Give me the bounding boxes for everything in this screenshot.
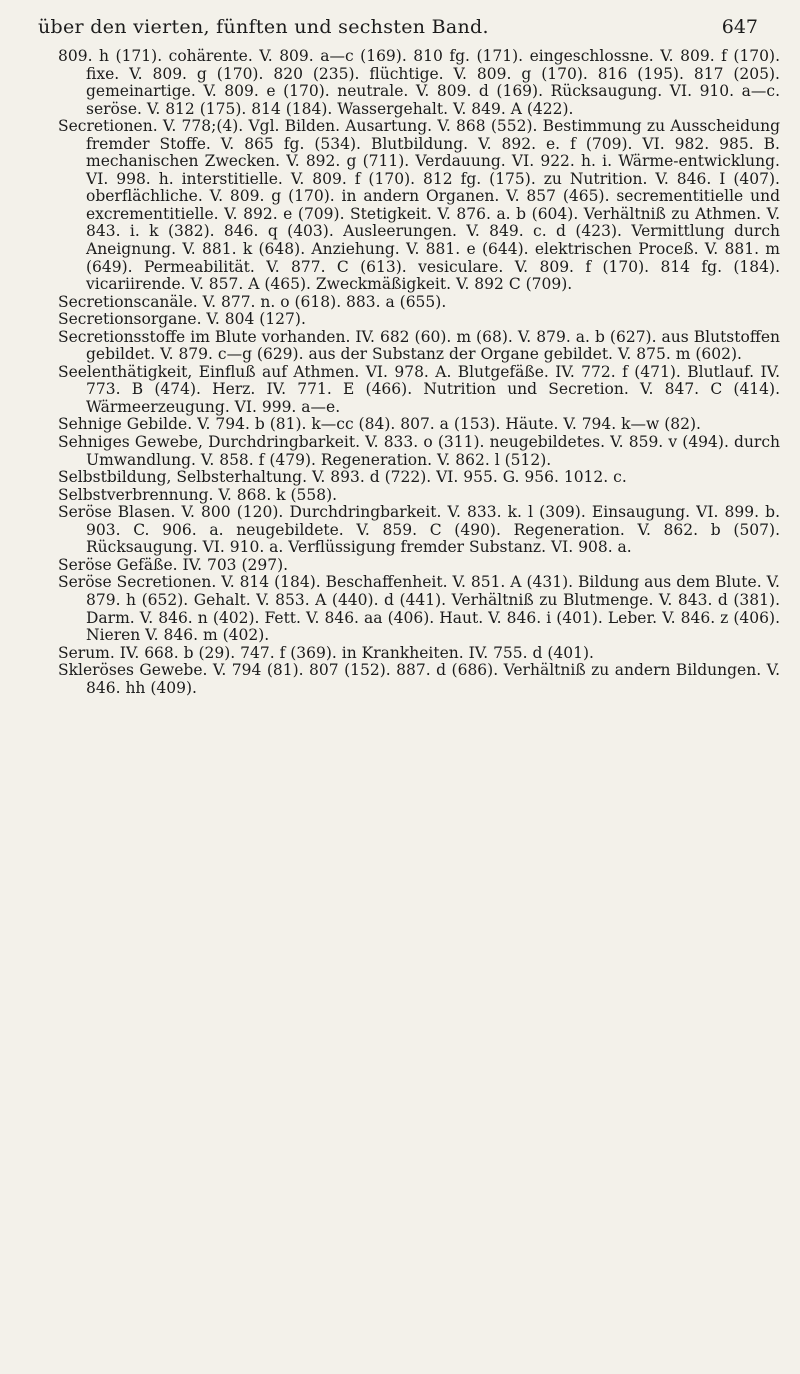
index-entry: Selbstverbrennung. V. 868. k (558). [58,485,338,504]
index-entry: Serum. IV. 668. b (29). 747. f (369). in Krankheiten. IV. 755. d (401). [58,643,594,662]
index-entry: Seröse Secretionen. V. 814 (184). Beschaffenheit. V. 851. A (431). Bildung aus dem Blute. V. 879. h (652). Gehalt. V. 853. A (440). d (441). Verhältniß zu Blutmenge. V. 843. d (381). Darm. V. 846. n (402). Fett. V. 846. aa (406). Haut. V. 846. i (401). Leber. V. 846. z (406). Nieren V. 846. m (402). [58,573,780,645]
index-entry: Secretionsstoffe im Blute vorhanden. IV. 682 (60). m (68). V. 879. a. b (627). aus Blutstoffen gebildet. V. 879. c—g (629). aus der Substanz der Organe gebildet. V. 875. m (602). [58,327,780,364]
index-entry: Sehniges Gewebe, Durchdringbarkeit. V. 833. o (311). neugebildetes. V. 859. v (494). durch Umwandlung. V. 858. f (479). Regeneration. V. 862. l (512). [58,433,780,469]
index-entry: Seelenthätigkeit, Einfluß auf Athmen. VI. 978. A. Blutgefäße. IV. 772. f (471). Blutlauf. IV. 773. B (474). Herz. IV. 771. E (466). Nutrition und Secretion. V. 847. C (414). Wärmeerzeugung. VI. 999. a—e. [58,362,780,416]
index-entry: Seröse Gefäße. IV. 703 (297). [58,555,289,574]
index-entry: Secretionsorgane. V. 804 (127). [58,310,306,329]
index-entry: Secretionscanäle. V. 877. n. o (618). 883. a (655). [58,292,447,311]
page-number: 647 [721,16,758,38]
index-entry: Secretionen. V. 778;(4). Vgl. Bilden. Ausartung. V. 868 (552). Bestimmung zu Ausscheidung fremder Stoffe. V. 865 fg. (534). Blutbildung. V. 892. e. f (709). VI. 982. 985. B. mechanischen Zwecken. V. 892. g (711). Verdauung. VI. 922. h. i. Wärme-entwicklung. VI. 998. h. interstitielle. V. 809. f (170). 812 fg. (175). zu Nutrition. V. 846. I (407). oberflächliche. V. 809. g (170). in andern Organen. V. 857 (465). secrementitielle und excrementitielle. V. 892. e (709). Stetigkeit. V. 876. a. b (604). Verhältniß zu Athmen. V. 843. i. k (382). 846. q (403). Ausleerungen. V. 849. c. d (423). Vermittlung durch Aneignung. V. 881. k (648). Anziehung. V. 881. e (644). elektrischen Proceß. V. 881. m (649). Permeabilität. V. 877. C (613). vesiculare. V. 809. f (170). 814 fg. (184). vicariirende. V. 857. A (465). Zweckmäßigkeit. V. 892 C (709). [58,117,780,294]
header-title: über den vierten, fünften und sechsten Band. [38,16,489,38]
index-entry: Sehnige Gebilde. V. 794. b (81). k—cc (84). 807. a (153). Häute. V. 794. k—w (82). [58,415,701,434]
index-entry: Seröse Blasen. V. 800 (120). Durchdringbarkeit. V. 833. k. l (309). Einsaugung. VI. 899. b. 903. C. 906. a. neugebildete. V. 859. C (490). Regeneration. V. 862. b (507). Rücksaugung. VI. 910. a. Verflüssigung fremder Substanz. VI. 908. a. [58,503,780,557]
index-entry: Selbstbildung, Selbsterhaltung. V. 893. d (722). VI. 955. G. 956. 1012. c. [58,468,627,487]
index-entry: 809. h (171). cohärente. V. 809. a—c (169). 810 fg. (171). eingeschlossne. V. 809. f (170). fixe. V. 809. g (170). 820 (235). flüchtige. V. 809. g (170). 816 (195). 817 (205). gemeinartige. V. 809. e (170). neutrale. V. 809. d (169). Rücksaugung. VI. 910. a—c. seröse. V. 812 (175). 814 (184). Wassergehalt. V. 849. A (422). [58,47,780,118]
index-body [58,48,780,697]
index-entry: Skleröses Gewebe. V. 794 (81). 807 (152). 887. d (686). Verhältniß zu andern Bildungen. V. 846. hh (409). [58,661,780,697]
running-header [38,8,758,46]
